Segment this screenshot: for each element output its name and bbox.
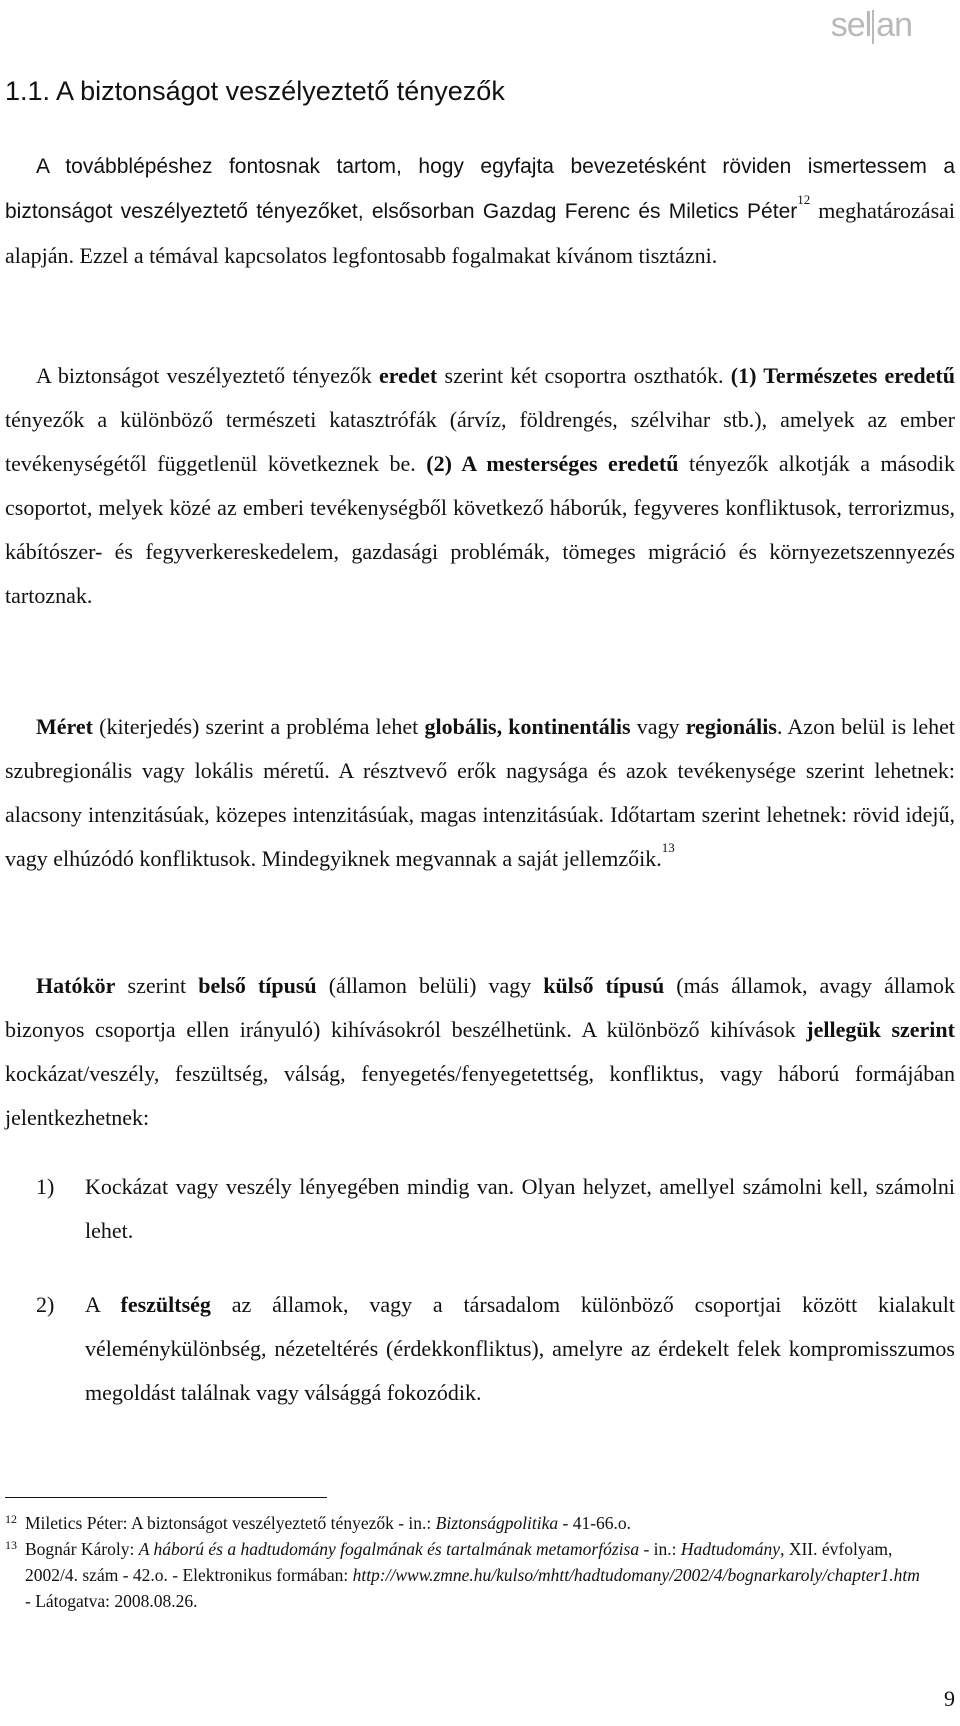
list-item-text: Kockázat vagy veszély lényegében mindig van. Olyan helyzet, amellyel számolni kell, számolni lehet. — [85, 1174, 955, 1243]
footnote-divider — [5, 1497, 327, 1498]
scope-text-3: (más államok, avagy államok bizonyos csoportja ellen irányuló) kihívásokról beszélhetünk. A különböző kihívások — [5, 973, 955, 1042]
origin-bold-3: (2) A mesterséges eredetű — [426, 451, 679, 476]
footnote-13 — [5, 1536, 925, 1614]
origin-text-2: szerint két csoportra oszthatók. — [437, 363, 731, 388]
footnote-text: - 41-66.o. — [558, 1513, 632, 1533]
origin-bold-1: eredet — [379, 363, 438, 388]
scope-text-4: kockázat/veszély, feszültség, válság, fenyegetés/fenyegetettség, konfliktus, vagy háború formájában jelentkezhetnek: — [5, 1061, 955, 1130]
scope-bold-4: jellegük szerint — [806, 1017, 955, 1042]
logo-text-left: sel — [830, 6, 872, 44]
footnote-ref-13[interactable]: 13 — [661, 840, 675, 855]
footnote-12 — [5, 1510, 925, 1536]
size-text-1: (kiterjedés) szerint a probléma lehet — [93, 714, 425, 739]
footnote-link[interactable]: http://www.zmne.hu/kulso/mhtt/hadtudomany/2002/4/bognarkaroly/chapter1.htm — [352, 1565, 920, 1585]
paragraph-origin — [5, 354, 955, 618]
size-text-2: vagy — [630, 714, 686, 739]
intro-text-a: A továbblépéshez fontosnak tartom, hogy egyfajta bevezetésként röviden ismertessem a biztonságot veszélyeztető tényezőket, elsősorban Gazdag Ferenc és Miletics Péter — [5, 155, 955, 223]
footnote-italic: Biztonságpolitika — [435, 1513, 559, 1533]
list-item-text-2: az államok, vagy a társadalom különböző csoportjai között kialakult véleménykülönbség, nézeteltérés (érdekkonfliktus), amelyre az érdekelt felek kompromisszumos megoldást találnak vagy válsággá fokozódik. — [85, 1292, 955, 1405]
size-bold-3: regionális — [685, 714, 777, 739]
footnote-number: 13 — [5, 1538, 17, 1552]
page-number: 9 — [944, 1686, 955, 1711]
size-text-3: . Azon belül is lehet szubregionális vagy lokális méretű. A résztvevő erők nagysága és azok tevékenysége szerint lehetnek: alacsony intenzitásúak, közepes intenzitásúak, magas intenzitásúak. Időtartam szerint lehetnek: rövid idejű, vagy elhúzódó konfliktusok. Mindegyiknek megvannak a saját jellemzőik. — [5, 714, 956, 871]
size-bold-2: globális, kontinentális — [424, 714, 631, 739]
section-heading: 1.1. A biztonságot veszélyeztető tényezők — [5, 76, 505, 106]
origin-text-3: tényezők a különböző természeti katasztrófák (árvíz, földrengés, szélvihar stb.), amelyek az ember tevékenységétől függetlenül következnek be. — [5, 407, 955, 476]
footnote-number: 12 — [5, 1512, 17, 1526]
scope-bold-2: belső típusú — [198, 973, 317, 998]
intro-text-b: meghatározásai alapján. Ezzel a témával kapcsolatos legfontosabb fogalmakat kívánom tisztázni. — [5, 198, 956, 268]
size-bold-1: Méret — [36, 714, 93, 739]
list-item-bold: feszültség — [120, 1292, 211, 1317]
list-item — [5, 1165, 955, 1253]
footnotes — [5, 1510, 925, 1614]
list-item-text-1: A — [85, 1292, 121, 1317]
logo-text-right: an — [876, 6, 912, 44]
publisher-logo — [831, 6, 912, 45]
scope-bold-1: Hatókör — [36, 973, 116, 998]
footnote-text: Miletics Péter: A biztonságot veszélyeztető tényezők - in.: — [25, 1513, 436, 1533]
list-item-number: 1) — [36, 1174, 55, 1199]
list-item-number: 2) — [36, 1292, 55, 1317]
logo-bar — [872, 10, 874, 44]
paragraph-size — [5, 705, 955, 881]
scope-text-1: szerint — [115, 973, 199, 998]
footnote-text: - in.: — [639, 1539, 681, 1559]
footnote-ref-12[interactable]: 12 — [797, 192, 811, 207]
footnote-italic: Hadtudomány — [680, 1539, 781, 1559]
paragraph-scope — [5, 964, 955, 1140]
list-item — [5, 1283, 955, 1415]
scope-bold-3: külső típusú — [543, 973, 665, 998]
footnote-text: - Látogatva: 2008.08.26. — [25, 1591, 198, 1611]
scope-text-2: (államon belüli) vagy — [316, 973, 544, 998]
origin-bold-2: (1) Természetes eredetű — [730, 363, 955, 388]
footnote-text: , XII. évfolyam, 2002/4. szám - 42.o. - Elektronikus formában: — [25, 1539, 893, 1585]
footnote-italic: A háború és a hadtudomány fogalmának és tartalmának metamorfózisa — [138, 1539, 640, 1559]
paragraph-intro — [5, 144, 955, 278]
origin-text-4: tényezők alkotják a második csoportot, melyek közé az emberi tevékenységből következő háborúk, fegyveres konfliktusok, terrorizmus, kábítószer- és fegyverkereskedelem, gazdasági problémák, tömeges migráció és környezetszennyezés tartoznak. — [5, 451, 956, 608]
origin-text-1: A biztonságot veszélyeztető tényezők — [36, 363, 380, 388]
footnote-text: Bognár Károly: — [25, 1539, 139, 1559]
